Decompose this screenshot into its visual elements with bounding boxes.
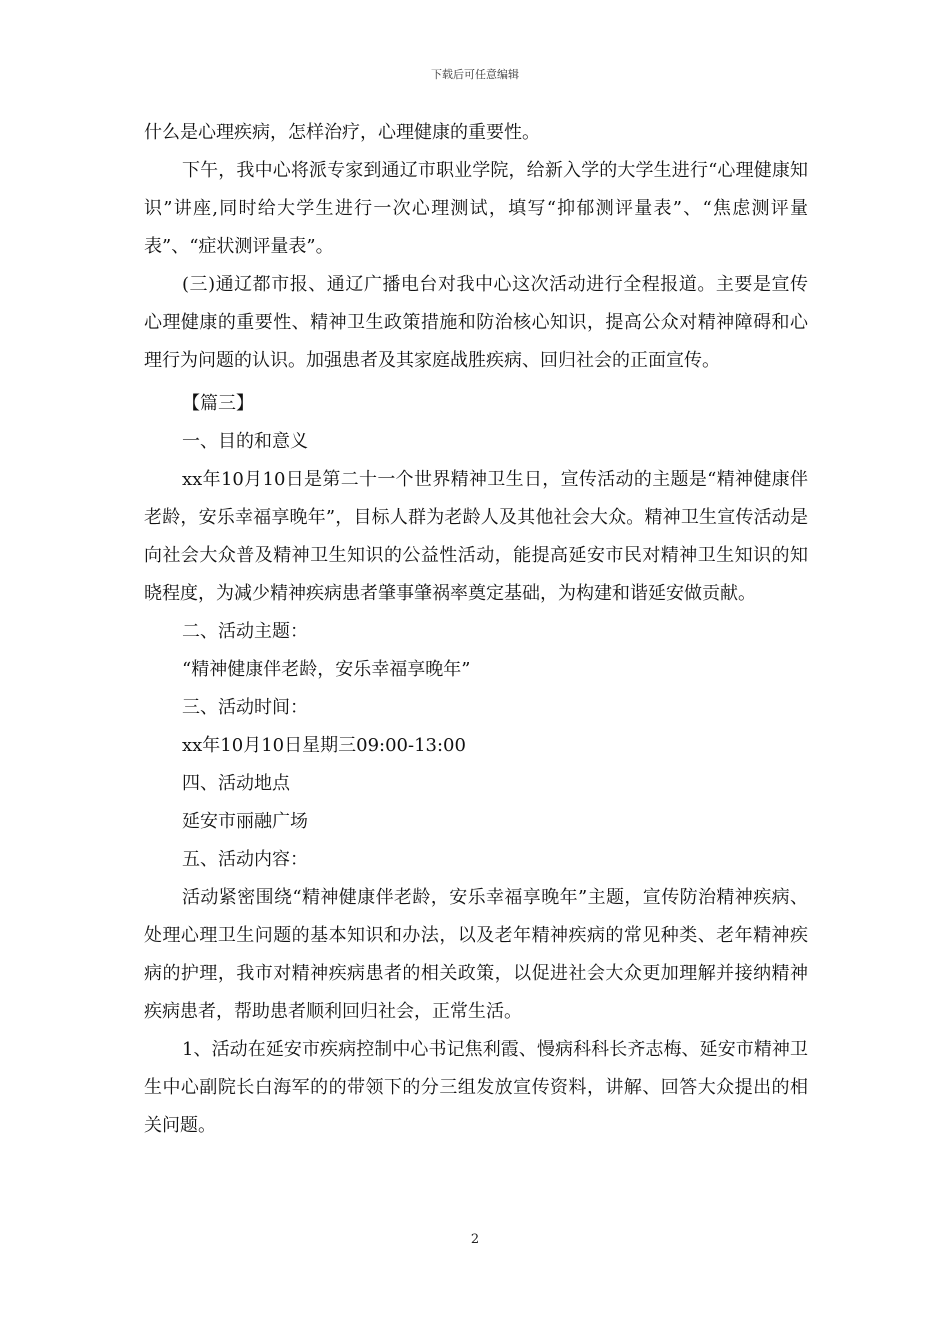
paragraph: xx年10月10日是第二十一个世界精神卫生日，宣传活动的主题是“精神健康伴老龄，安乐幸福享晚年”，目标人群为老龄人及其他社会大众。精神卫生宣传活动是向社会大众普及精神卫生知识的公益性活动，能提高延安市民对精神卫生知识的知晓程度，为减少精神疾病患者肇事肇祸率奠定基础，为构建和谐延安做贡献。 — [144, 469, 808, 604]
paragraph: (三)通辽都市报、通辽广播电台对我中心这次活动进行全程报道。主要是宣传心理健康的重要性、精神卫生政策措施和防治核心知识，提高公众对精神障碍和心理行为问题的认识。加强患者及其家庭战胜疾病、回归社会的正面宣传。 — [144, 274, 808, 371]
paragraph: 活动紧密围绕“精神健康伴老龄，安乐幸福享晚年”主题，宣传防治精神疾病、处理心理卫生问题的基本知识和办法，以及老年精神疾病的常见种类、老年精神疾病的护理，我市对精神疾病患者的相关政策，以促进社会大众更加理解并接纳精神疾病患者，帮助患者顺利回归社会，正常生活。 — [144, 887, 808, 1022]
document-body — [144, 114, 808, 1145]
heading: 四、活动地点 — [182, 773, 290, 794]
heading: 五、活动内容： — [182, 849, 308, 870]
paragraph: 什么是心理疾病，怎样治疗，心理健康的重要性。 — [144, 122, 540, 143]
paragraph: xx年10月10日星期三09:00-13:00 — [182, 735, 466, 756]
section-title: 【篇三】 — [182, 393, 254, 414]
paragraph: 下午，我中心将派专家到通辽市职业学院，给新入学的大学生进行“心理健康知识”讲座,同时给大学生进行一次心理测试，填写“抑郁测评量表”、“焦虑测评量表”、“症状测评量表”。 — [144, 160, 808, 257]
heading: 三、活动时间： — [182, 697, 308, 718]
paragraph: 1、活动在延安市疾病控制中心书记焦利霞、慢病科科长齐志梅、延安市精神卫生中心副院长白海军的的带领下的分三组发放宣传资料，讲解、回答大众提出的相关问题。 — [144, 1039, 808, 1136]
paragraph: “精神健康伴老龄，安乐幸福享晚年” — [182, 659, 471, 680]
paragraph: 延安市丽融广场 — [182, 811, 308, 832]
page-header: 下载后可任意编辑 — [431, 68, 519, 81]
heading: 一、目的和意义 — [182, 431, 308, 452]
heading: 二、活动主题： — [182, 621, 308, 642]
page-number: 2 — [470, 1232, 480, 1247]
